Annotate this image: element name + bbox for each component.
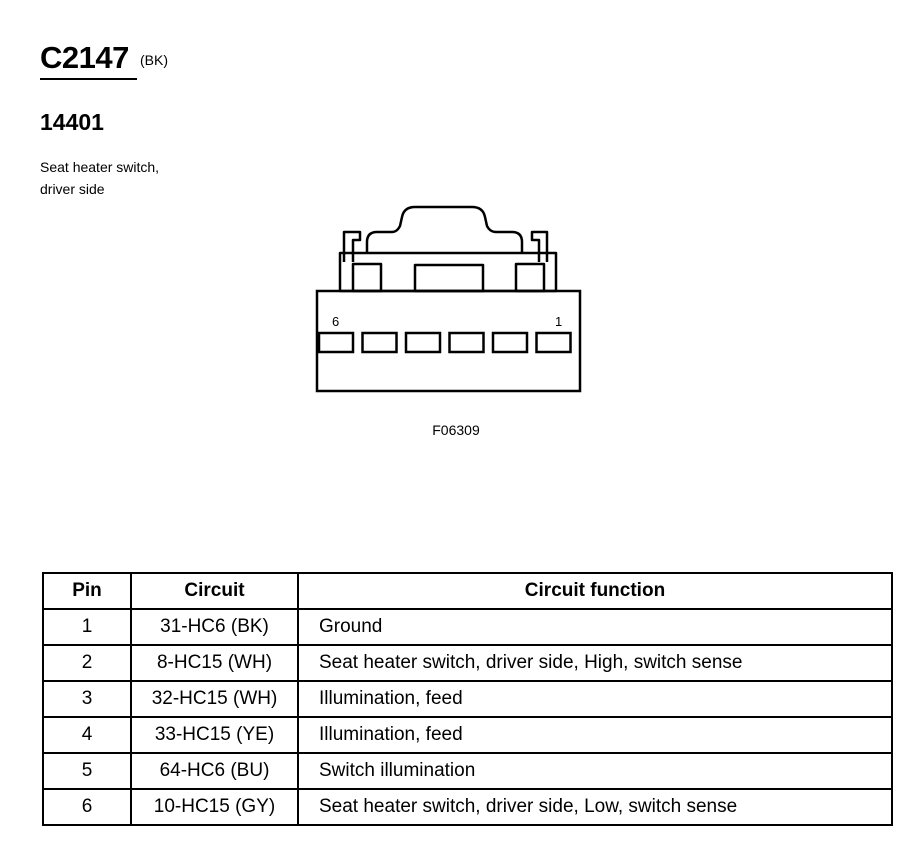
pin-6-label: 6 <box>332 314 340 329</box>
circuit-function: Seat heater switch, driver side, Low, switch sense <box>298 789 892 825</box>
pin-cavity-6 <box>319 333 353 352</box>
pin-number: 4 <box>43 717 131 753</box>
header-circuit: Circuit <box>131 573 298 609</box>
table-row <box>43 609 892 645</box>
pin-1-label: 1 <box>555 314 563 329</box>
pin-number: 6 <box>43 789 131 825</box>
figure-code: F06309 <box>432 422 480 438</box>
table-row <box>43 753 892 789</box>
circuit-id: 32-HC15 (WH) <box>131 681 298 717</box>
header-pin: Pin <box>43 573 131 609</box>
pin-cavity-1 <box>537 333 571 352</box>
circuit-id: 31-HC6 (BK) <box>131 609 298 645</box>
connector-housing-top <box>340 207 556 291</box>
connector-face-diagram <box>300 195 600 405</box>
circuit-function: Switch illumination <box>298 753 892 789</box>
table-row <box>43 645 892 681</box>
circuit-function: Ground <box>298 609 892 645</box>
pin-cavity-5 <box>363 333 397 352</box>
table-row <box>43 717 892 753</box>
pin-cavities <box>319 333 571 352</box>
pin-cavity-2 <box>493 333 527 352</box>
pin-number: 3 <box>43 681 131 717</box>
circuit-id: 8-HC15 (WH) <box>131 645 298 681</box>
description-line-2: driver side <box>40 181 105 197</box>
circuit-function: Illumination, feed <box>298 717 892 753</box>
circuit-function: Seat heater switch, driver side, High, switch sense <box>298 645 892 681</box>
pin-cavity-3 <box>450 333 484 352</box>
circuit-id: 10-HC15 (GY) <box>131 789 298 825</box>
circuit-id: 33-HC15 (YE) <box>131 717 298 753</box>
title-underline <box>40 78 137 80</box>
pin-number: 2 <box>43 645 131 681</box>
pin-cavity-4 <box>406 333 440 352</box>
table-row <box>43 681 892 717</box>
pin-number: 1 <box>43 609 131 645</box>
component-description <box>40 156 159 200</box>
part-number: 14401 <box>40 109 104 135</box>
connector-id: C2147 <box>40 40 129 75</box>
pinout-table <box>42 572 893 826</box>
circuit-function: Illumination, feed <box>298 681 892 717</box>
header-circuit-function: Circuit function <box>298 573 892 609</box>
table-header-row <box>43 573 892 609</box>
pin-number: 5 <box>43 753 131 789</box>
description-line-1: Seat heater switch, <box>40 159 160 175</box>
circuit-id: 64-HC6 (BU) <box>131 753 298 789</box>
table-row <box>43 789 892 825</box>
connector-color: (BK) <box>140 52 168 68</box>
